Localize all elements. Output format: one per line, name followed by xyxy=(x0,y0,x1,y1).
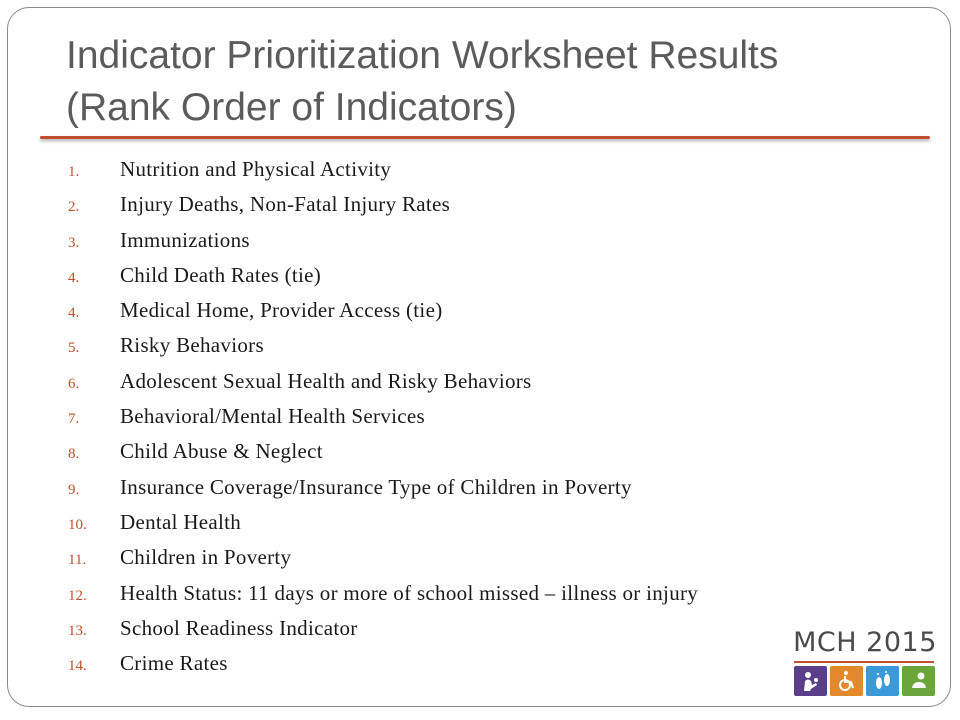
rank-number: 1. xyxy=(68,164,80,180)
rank-label: Injury Deaths, Non-Fatal Injury Rates xyxy=(120,192,451,217)
rank-number: 7. xyxy=(68,411,80,428)
rank-number: 3. xyxy=(68,234,80,251)
rank-number: 13. xyxy=(68,622,87,639)
list-item xyxy=(68,404,698,439)
list-item xyxy=(68,228,698,263)
logo-divider xyxy=(794,661,934,663)
list-item xyxy=(68,616,698,651)
list-item xyxy=(68,333,698,368)
rank-number: 5. xyxy=(68,340,80,357)
logo-icon-row xyxy=(794,666,936,698)
mch-logo xyxy=(792,628,938,700)
wheelchair-icon xyxy=(830,666,863,696)
list-item xyxy=(68,545,698,580)
list-item xyxy=(68,439,698,474)
rank-label: Insurance Coverage/Insurance Type of Children in Poverty xyxy=(120,474,632,499)
rank-list xyxy=(68,157,698,686)
rank-number: 4. xyxy=(68,269,80,286)
rank-label: Adolescent Sexual Health and Risky Behaviors xyxy=(120,368,532,393)
list-item xyxy=(68,369,698,404)
list-item xyxy=(68,651,698,686)
rank-label: Crime Rates xyxy=(120,651,228,676)
rank-number: 9. xyxy=(68,481,80,498)
footprints-icon xyxy=(866,666,899,696)
list-item xyxy=(68,263,698,298)
rank-number: 2. xyxy=(68,199,80,216)
rank-label: Immunizations xyxy=(120,227,250,252)
rank-label: Medical Home, Provider Access (tie) xyxy=(120,298,443,323)
rank-number: 6. xyxy=(68,375,80,392)
rank-label: Nutrition and Physical Activity xyxy=(120,157,392,181)
list-item xyxy=(68,581,698,616)
rank-label: Dental Health xyxy=(120,509,242,534)
baby-icon xyxy=(902,666,935,696)
rank-number: 11. xyxy=(68,552,87,569)
list-item xyxy=(68,298,698,333)
list-item xyxy=(68,157,698,192)
rank-number: 14. xyxy=(68,658,87,675)
rank-label: Risky Behaviors xyxy=(120,333,264,358)
list-item xyxy=(68,475,698,510)
rank-label: School Readiness Indicator xyxy=(120,615,358,640)
rank-label: Health Status: 11 days or more of school missed – illness or injury xyxy=(120,580,699,605)
rank-number: 8. xyxy=(68,446,80,463)
title-line-1: Indicator Prioritization Worksheet Results xyxy=(66,34,779,77)
title-line-2: (Rank Order of Indicators) xyxy=(66,86,517,129)
rank-number: 4. xyxy=(68,305,80,322)
rank-label: Children in Poverty xyxy=(120,545,292,570)
rank-label: Child Death Rates (tie) xyxy=(120,262,322,287)
logo-text: MCH 2015 xyxy=(793,627,937,658)
page-title xyxy=(66,30,926,134)
rank-label: Behavioral/Mental Health Services xyxy=(120,404,425,429)
rank-number: 10. xyxy=(68,516,87,533)
title-divider xyxy=(40,136,930,139)
list-item xyxy=(68,192,698,227)
list-item xyxy=(68,510,698,545)
mother-child-icon xyxy=(794,666,827,696)
rank-label: Child Abuse & Neglect xyxy=(120,439,323,464)
rank-number: 12. xyxy=(68,587,87,604)
